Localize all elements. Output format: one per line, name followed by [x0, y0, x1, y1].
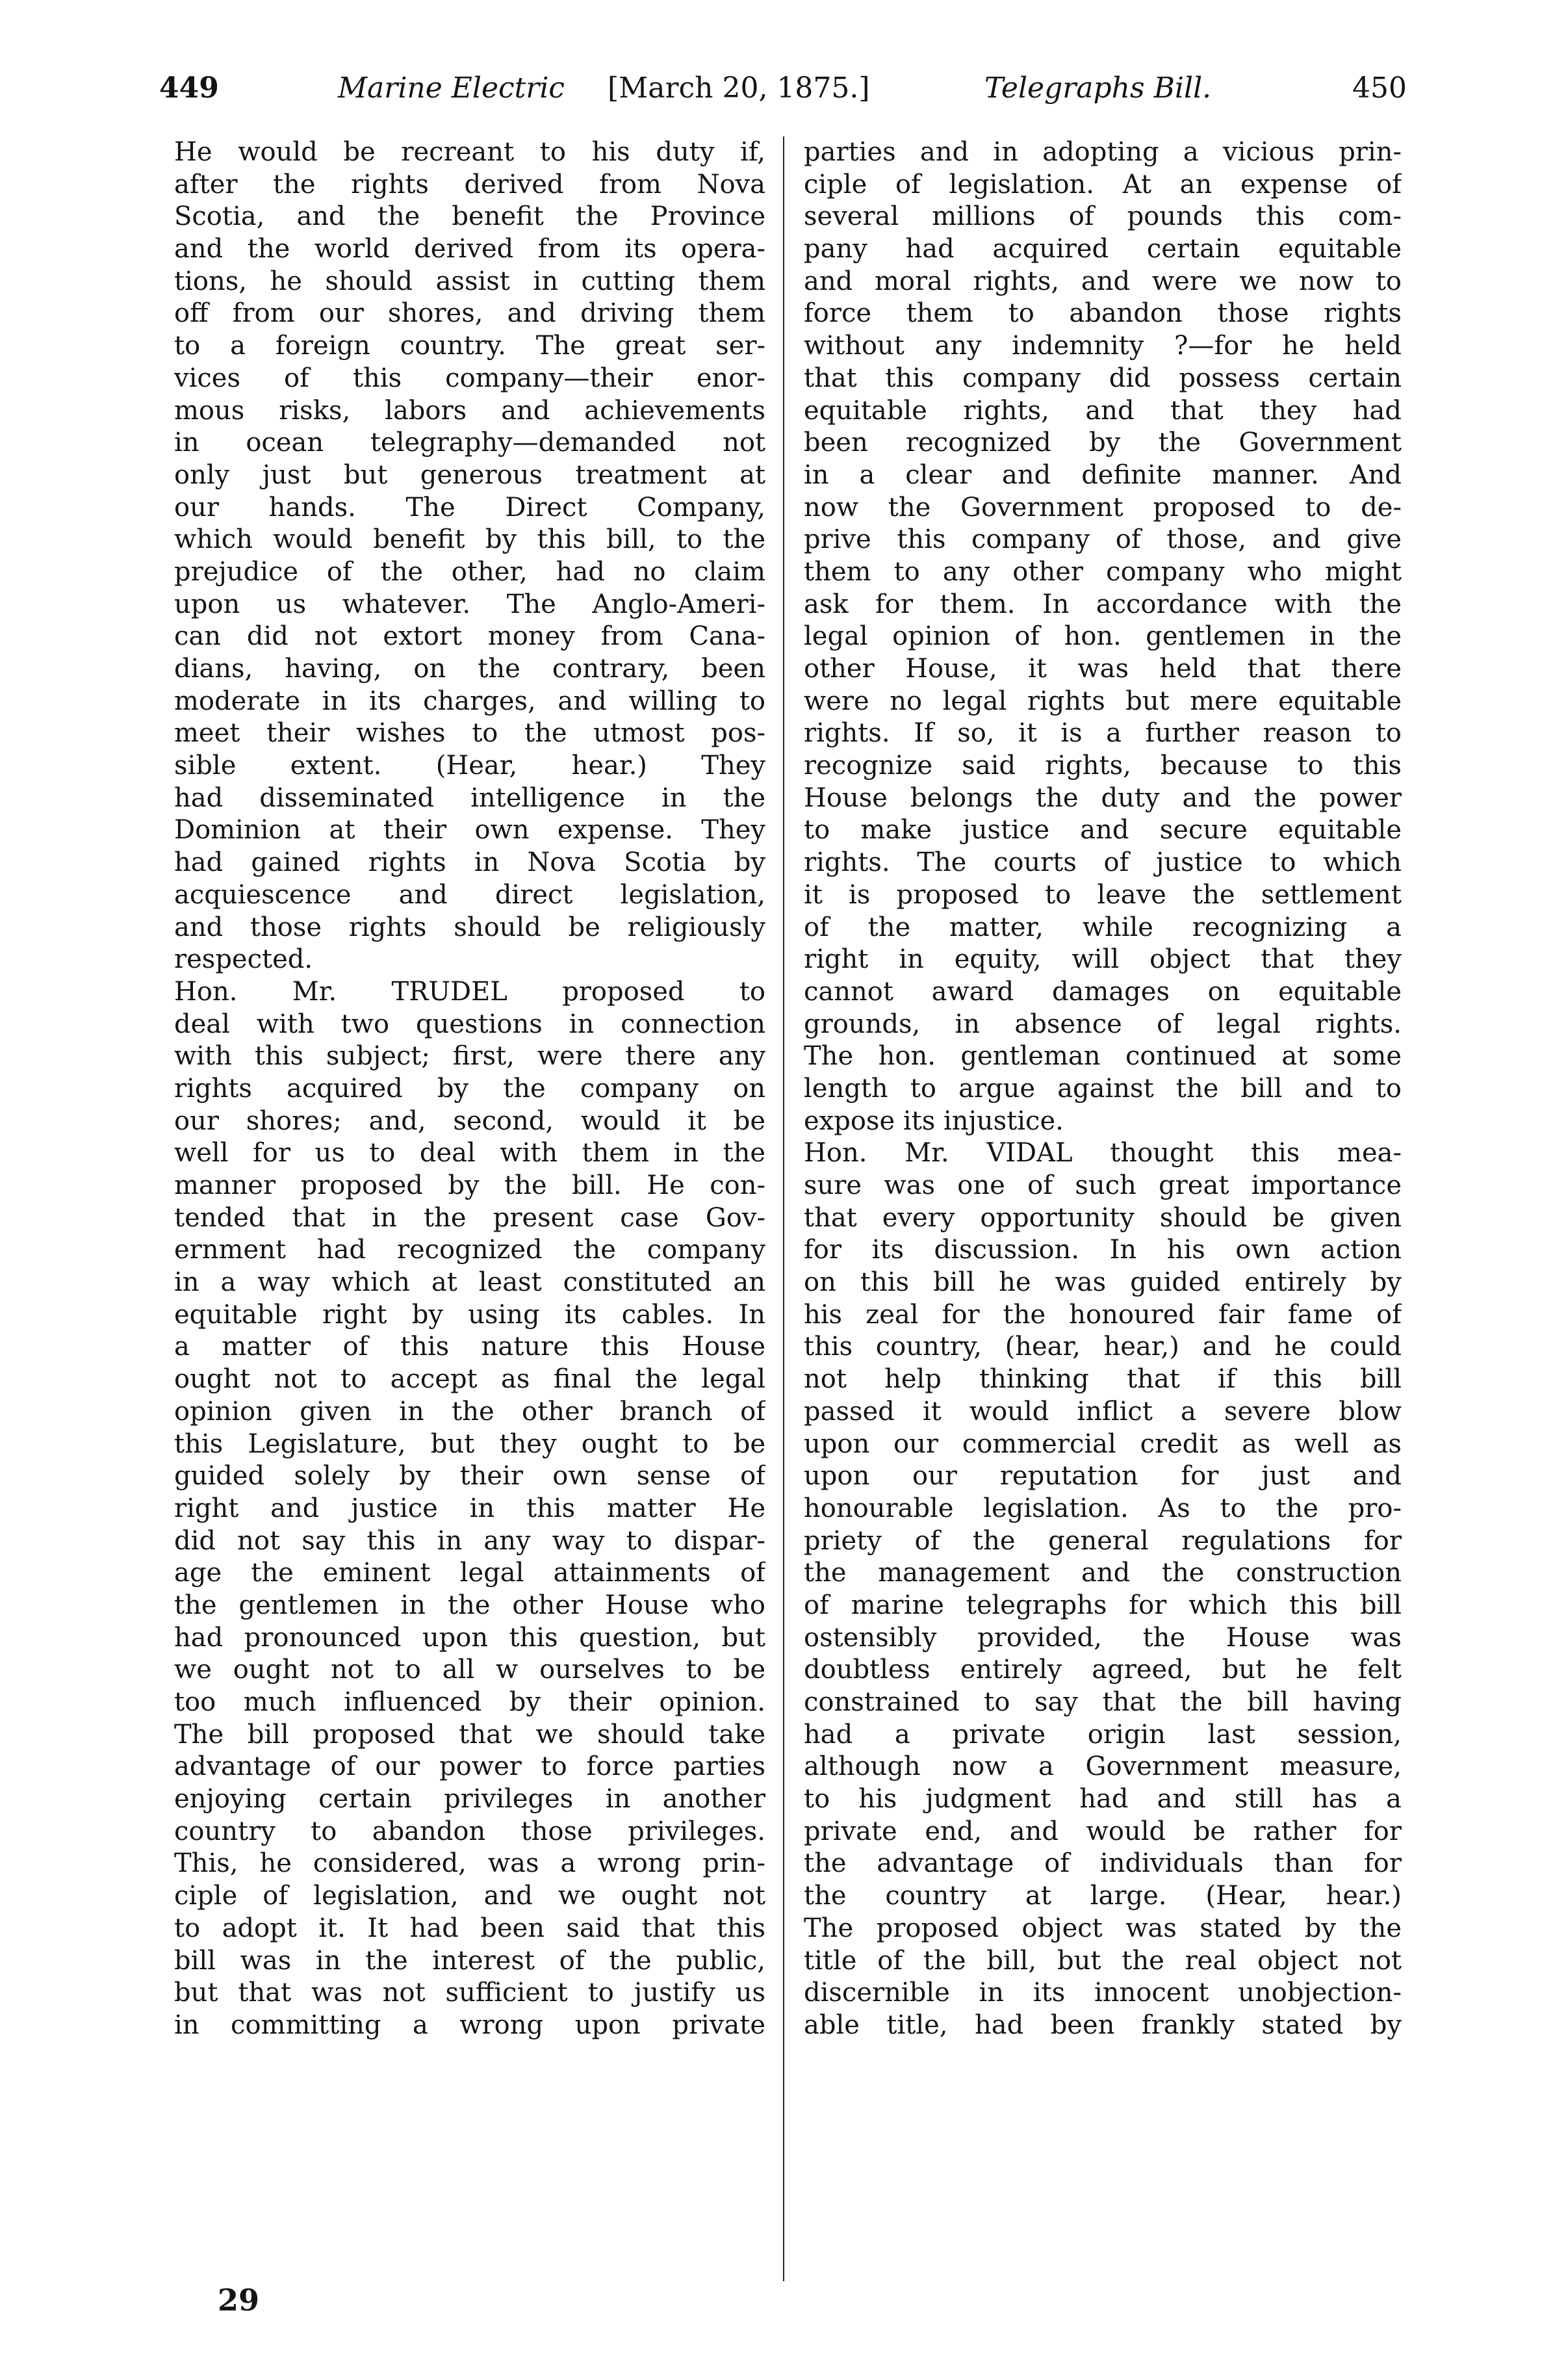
text-line: on this bill he was guided entirely by — [804, 1267, 1402, 1298]
text-line: this country, (hear, hear,) and he could — [804, 1332, 1402, 1362]
text-line: and the world derived from its opera- — [174, 234, 765, 265]
text-line: ernment had recognized the company — [174, 1235, 765, 1265]
text-line: The proposed object was stated by the — [804, 1913, 1402, 1943]
text-line: several millions of pounds this com- — [804, 201, 1402, 232]
text-line: it is proposed to leave the settlement — [804, 879, 1402, 910]
text-line: doubtless entirely agreed, but he felt — [804, 1655, 1402, 1685]
page-number-right: 450 — [1352, 71, 1407, 105]
text-line: enjoying certain privileges in another — [174, 1784, 765, 1815]
text-line: which would benefit by this bill, to the — [174, 524, 765, 555]
text-line: discernible in its innocent unobjection- — [804, 1978, 1402, 2008]
text-line: of marine telegraphs for which this bill — [804, 1590, 1402, 1620]
text-line: our hands. The Direct Company, — [174, 492, 765, 523]
column-divider — [783, 136, 784, 2281]
text-line: force them to abandon those rights — [804, 298, 1402, 329]
text-line: other House, it was held that there — [804, 654, 1402, 684]
text-line: able title, had been frankly stated by — [804, 2010, 1402, 2040]
text-line: with this subject; first, were there any — [174, 1041, 765, 1072]
text-line: title of the bill, but the real object not — [804, 1945, 1402, 1976]
text-line: ought not to accept as final the legal — [174, 1364, 765, 1395]
text-line: to a foreign country. The great ser- — [174, 331, 765, 361]
text-line: to make justice and secure equitable — [804, 815, 1402, 846]
text-line: tended that in the present case Gov- — [174, 1202, 765, 1233]
text-line: honourable legislation. As to the pro- — [804, 1493, 1402, 1523]
text-line: He would be recreant to his duty if, — [174, 137, 765, 167]
text-line: legal opinion of hon. gentlemen in the — [804, 621, 1402, 652]
text-line: rights. If so, it is a further reason to — [804, 718, 1402, 749]
text-line: opinion given in the other branch of — [174, 1396, 765, 1427]
text-line: of the matter, while recognizing a — [804, 912, 1402, 942]
text-line: upon our reputation for just and — [804, 1461, 1402, 1492]
text-line: ask for them. In accordance with the — [804, 589, 1402, 619]
text-line: ciple of legislation, and we ought not — [174, 1881, 765, 1911]
running-header — [159, 71, 1407, 117]
text-line: prive this company of those, and give — [804, 524, 1402, 555]
text-line: grounds, in absence of legal rights. — [804, 1009, 1402, 1039]
text-line: dians, having, on the contrary, been — [174, 654, 765, 684]
text-line: prejudice of the other, had no claim — [174, 556, 765, 587]
text-line: moderate in its charges, and willing to — [174, 686, 765, 716]
text-line: after the rights derived from Nova — [174, 169, 765, 200]
text-line: without any indemnity ?—for he held — [804, 331, 1402, 361]
running-title-left: Marine Electric — [338, 71, 565, 105]
text-line: age the eminent legal attainments of — [174, 1558, 765, 1588]
text-line: right in equity, will object that they — [804, 944, 1402, 975]
text-line: in a way which at least constituted an — [174, 1267, 765, 1298]
text-line: and those rights should be religiously — [174, 912, 765, 942]
text-line: equitable rights, and that they had — [804, 395, 1402, 426]
text-line: to adopt it. It had been said that this — [174, 1913, 765, 1943]
text-line: his zeal for the honoured fair fame of — [804, 1299, 1402, 1330]
text-line: cannot award damages on equitable — [804, 976, 1402, 1007]
text-line: ostensibly provided, the House was — [804, 1622, 1402, 1653]
text-line: that every opportunity should be given — [804, 1202, 1402, 1233]
text-line: not help thinking that if this bill — [804, 1364, 1402, 1395]
text-line: respected. — [174, 944, 313, 975]
text-line: length to argue against the bill and to — [804, 1073, 1402, 1104]
signature-mark: 29 — [218, 2283, 260, 2318]
text-line: in committing a wrong upon private — [174, 2010, 765, 2040]
text-line: the country at large. (Hear, hear.) — [804, 1881, 1402, 1911]
text-line: for its discussion. In his own action — [804, 1235, 1402, 1265]
text-line: and moral rights, and were we now to — [804, 266, 1402, 296]
text-line: pany had acquired certain equitable — [804, 234, 1402, 265]
text-line: recognize said rights, because to this — [804, 751, 1402, 781]
running-title-right: Telegraphs Bill. — [984, 71, 1212, 105]
text-line: had gained rights in Nova Scotia by — [174, 847, 765, 878]
text-line: priety of the general regulations for — [804, 1525, 1402, 1556]
text-line: acquiescence and direct legislation, — [174, 879, 765, 910]
text-line: The hon. gentleman continued at some — [804, 1041, 1402, 1072]
text-line: Hon. Mr. TRUDEL proposed to — [174, 976, 765, 1007]
page-number-left: 449 — [159, 71, 219, 105]
text-line: sure was one of such great importance — [804, 1171, 1402, 1200]
text-line: upon our commercial credit as well as — [804, 1429, 1402, 1459]
text-line: well for us to deal with them in the — [174, 1138, 765, 1169]
text-line: upon us whatever. The Anglo-Ameri- — [174, 589, 765, 619]
text-line: tions, he should assist in cutting them — [174, 266, 765, 296]
right-column — [804, 136, 1402, 2320]
text-line: guided solely by their own sense of — [174, 1461, 765, 1492]
text-line: in ocean telegraphy—demanded not — [174, 428, 765, 458]
text-line: we ought not to all w ourselves to be — [174, 1655, 765, 1685]
text-line: right and justice in this matter He — [174, 1493, 765, 1523]
text-line: now the Government proposed to de- — [804, 492, 1402, 523]
text-line: were no legal rights but mere equitable — [804, 686, 1402, 716]
text-line: manner proposed by the bill. He con- — [174, 1171, 765, 1200]
text-line: the gentlemen in the other House who — [174, 1590, 765, 1620]
text-line: rights acquired by the company on — [174, 1073, 765, 1104]
text-line: only just but generous treatment at — [174, 459, 765, 490]
text-line: The bill proposed that we should take — [174, 1719, 765, 1750]
text-line: House belongs the duty and the power — [804, 783, 1402, 813]
text-line: in a clear and definite manner. And — [804, 459, 1402, 490]
text-line: too much influenced by their opinion. — [174, 1687, 765, 1717]
text-line: parties and in adopting a vicious prin- — [804, 137, 1402, 167]
text-line: sible extent. (Hear, hear.) They — [174, 751, 765, 781]
text-line: mous risks, labors and achievements — [174, 395, 765, 426]
text-line: them to any other company who might — [804, 556, 1402, 587]
text-line: passed it would inflict a severe blow — [804, 1396, 1402, 1427]
text-line: been recognized by the Government — [804, 428, 1402, 458]
text-line: our shores; and, second, would it be — [174, 1106, 765, 1136]
text-line: expose its injustice. — [804, 1106, 1064, 1136]
text-line: can did not extort money from Cana- — [174, 621, 765, 652]
text-line: off from our shores, and driving them — [174, 298, 765, 329]
text-line: but that was not sufficient to justify us — [174, 1978, 765, 2008]
text-line: country to abandon those privileges. — [174, 1816, 765, 1846]
text-line: a matter of this nature this House — [174, 1332, 765, 1362]
text-line: Hon. Mr. VIDAL thought this mea- — [804, 1138, 1402, 1169]
text-line: constrained to say that the bill having — [804, 1687, 1402, 1717]
text-line: that this company did possess certain — [804, 363, 1402, 393]
text-line: the management and the construction — [804, 1558, 1402, 1588]
text-line: had a private origin last session, — [804, 1719, 1402, 1750]
text-line: This, he considered, was a wrong prin- — [174, 1848, 765, 1879]
text-line: the advantage of individuals than for — [804, 1848, 1402, 1879]
text-line: advantage of our power to force parties — [174, 1752, 765, 1782]
text-line: this Legislature, but they ought to be — [174, 1429, 765, 1459]
header-date: [March 20, 1875.] — [608, 71, 870, 105]
text-line: Scotia, and the benefit the Province — [174, 201, 765, 232]
text-line: had pronounced upon this question, but — [174, 1622, 765, 1653]
text-line: meet their wishes to the utmost pos- — [174, 718, 765, 749]
text-line: rights. The courts of justice to which — [804, 847, 1402, 878]
text-line: private end, and would be rather for — [804, 1816, 1402, 1846]
text-line: did not say this in any way to dispar- — [174, 1525, 765, 1556]
text-line: although now a Government measure, — [804, 1752, 1402, 1782]
text-line: vices of this company—their enor- — [174, 363, 765, 393]
text-line: bill was in the interest of the public, — [174, 1945, 765, 1976]
text-line: ciple of legislation. At an expense of — [804, 169, 1402, 200]
text-line: Dominion at their own expense. They — [174, 815, 765, 846]
text-line: deal with two questions in connection — [174, 1009, 765, 1039]
text-line: equitable right by using its cables. In — [174, 1299, 765, 1330]
text-line: to his judgment had and still has a — [804, 1784, 1402, 1815]
left-column — [174, 136, 765, 2320]
text-line: had disseminated intelligence in the — [174, 783, 765, 813]
